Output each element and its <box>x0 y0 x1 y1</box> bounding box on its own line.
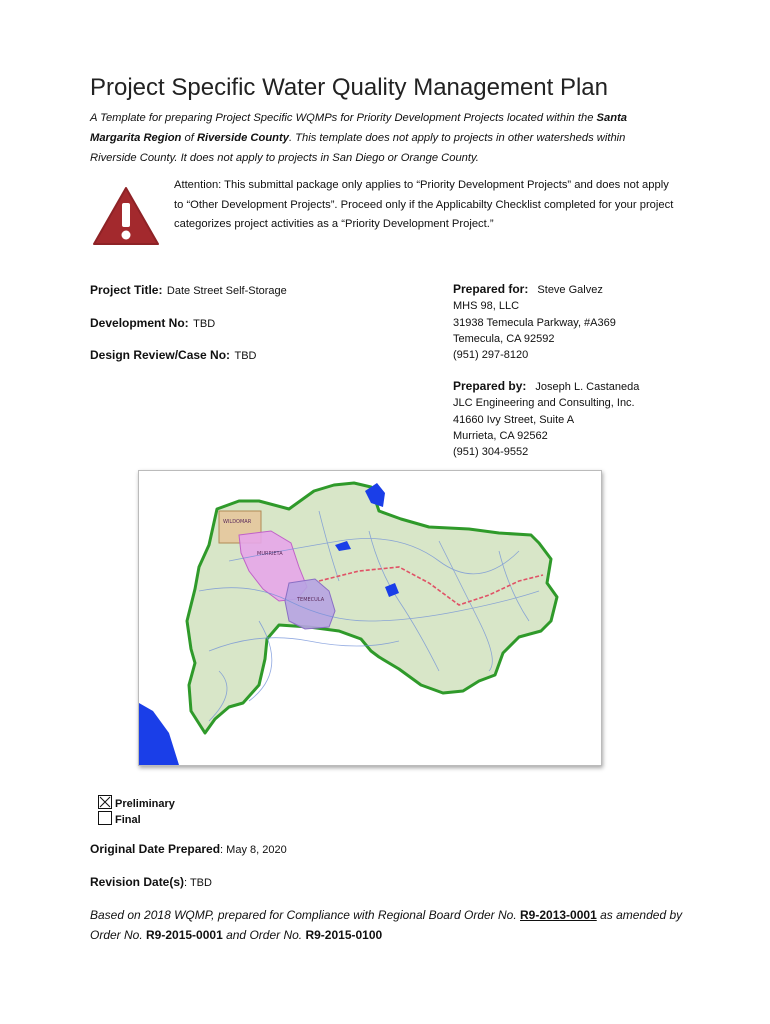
design-review-label: Design Review/Case No: <box>90 348 231 362</box>
preliminary-option[interactable] <box>98 795 175 810</box>
description-region: Santa Margarita Region <box>90 112 628 144</box>
compliance-text-2: as amended by Order No. <box>90 908 683 942</box>
description-text-2: of <box>181 132 197 144</box>
prepared-for-line: 31938 Temecula Parkway, #A369 <box>453 316 616 329</box>
final-checkbox[interactable] <box>98 811 112 825</box>
preliminary-checkbox[interactable] <box>98 795 112 809</box>
prepared-by-block <box>453 378 713 460</box>
prepared-by-label: Prepared by: <box>453 379 527 393</box>
preliminary-label: Preliminary <box>115 798 175 810</box>
order-number-1: R9-2013-0001 <box>520 908 597 922</box>
project-title-label: Project Title: <box>90 283 163 297</box>
template-description <box>90 108 675 168</box>
revision-date-value: : TBD <box>184 877 212 889</box>
original-date-label: Original Date Prepared <box>90 842 221 856</box>
map-label-wildomar: WILDOMAR <box>223 519 252 525</box>
prepared-by-line: 41660 Ivy Street, Suite A <box>453 413 575 426</box>
watershed-map-graphic <box>139 471 601 765</box>
final-label: Final <box>115 814 141 826</box>
prepared-by-line: (951) 304-9552 <box>453 446 529 459</box>
attention-notice: Attention: This submittal package only applies to “Priority Development Projects” and does not apply to “Other Development Projects”. Proceed only if the Applicabilty Checklist completed for your project categorizes project activities as a “Priority Development Project.” <box>174 179 674 230</box>
prepared-for-block <box>453 281 713 363</box>
prepared-by-line: JLC Engineering and Consulting, Inc. <box>453 397 635 410</box>
design-review-value: TBD <box>234 350 257 362</box>
original-date-value: : May 8, 2020 <box>220 844 287 856</box>
final-option[interactable] <box>98 811 141 826</box>
document-title: Project Specific Water Quality Management Plan <box>90 74 609 101</box>
compliance-text-3: and Order No. <box>222 928 306 942</box>
warning-icon <box>92 185 160 247</box>
prepared-for-label: Prepared for: <box>453 282 529 296</box>
description-text-1: A Template for preparing Project Specific WQMPs for Priority Development Projects located within the <box>90 112 597 124</box>
revision-date-label: Revision Date(s) <box>90 875 185 889</box>
description-text-3: . This template does not apply to projects in other watersheds within Riverside County. It does not apply to projects in San Diego or Orange County. <box>90 132 626 164</box>
prepared-by-name: Joseph L. Castaneda <box>535 381 640 393</box>
prepared-by-line: Murrieta, CA 92562 <box>453 429 548 442</box>
development-no-value: TBD <box>193 318 216 330</box>
compliance-statement <box>90 905 690 945</box>
order-number-3: R9-2015-0100 <box>305 928 383 942</box>
development-no-label: Development No: <box>90 316 189 330</box>
description-county: Riverside County <box>196 132 289 144</box>
development-no-field <box>90 314 215 332</box>
revision-date-field <box>90 873 212 891</box>
checkmark-x-icon <box>99 796 111 808</box>
order-number-2: R9-2015-0001 <box>146 928 223 942</box>
compliance-text-1: Based on 2018 WQMP, prepared for Compliance with Regional Board Order No. <box>90 908 521 922</box>
original-date-field <box>90 840 287 858</box>
prepared-for-line: MHS 98, LLC <box>453 300 520 313</box>
map-label-murrieta: MURRIETA <box>257 551 283 557</box>
watershed-map <box>138 470 602 766</box>
project-title-field <box>90 281 287 299</box>
prepared-for-name: Steve Galvez <box>537 284 603 296</box>
map-label-temecula: TEMECULA <box>297 597 325 603</box>
prepared-for-line: (951) 297-8120 <box>453 349 529 362</box>
project-title-value: Date Street Self-Storage <box>166 285 287 297</box>
prepared-for-line: Temecula, CA 92592 <box>453 332 555 345</box>
design-review-field <box>90 346 257 364</box>
